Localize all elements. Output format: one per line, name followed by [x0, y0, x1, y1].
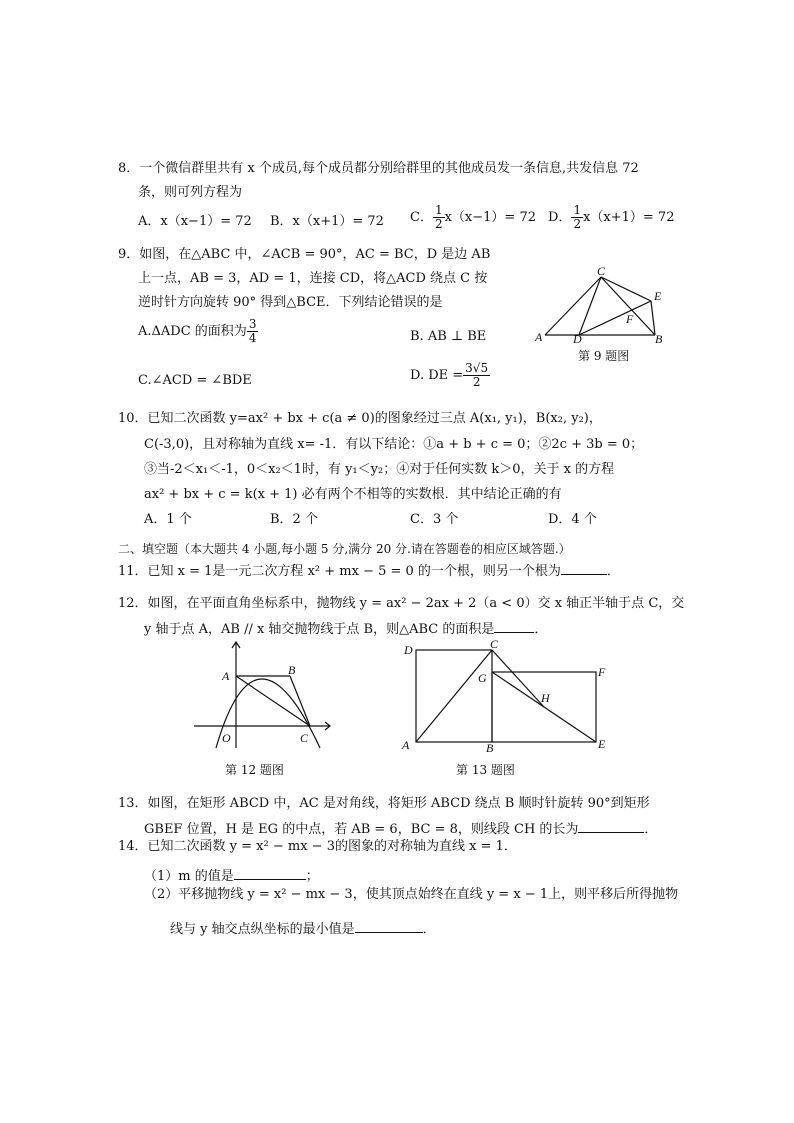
- q12-label-o: O: [222, 731, 231, 745]
- q13-label-f: F: [598, 665, 606, 679]
- q13-answer-blank[interactable]: [578, 819, 644, 833]
- q13-label-h: H: [541, 691, 550, 705]
- segment-ac: [545, 277, 601, 335]
- q14-part2-line2: [170, 919, 436, 939]
- q8-option-d-fraction: [571, 204, 583, 231]
- q12-figure-lines: [194, 642, 330, 748]
- q9-label-c: C: [597, 265, 606, 278]
- segment-eb: [651, 301, 655, 335]
- fraction-numerator: 3: [248, 317, 257, 331]
- q13-stem-line1: 13．如图，在矩形 ABCD 中，AC 是对角线，将矩形 ABCD 绕点 B 顺时针旋转 90°到矩形: [118, 796, 650, 811]
- segment-ch: [492, 650, 544, 707]
- q9-label-d: D: [573, 332, 582, 345]
- q8-option-c: [410, 204, 536, 231]
- segment-ac: [236, 676, 310, 726]
- q8-option-a: A．x（x−1）= 72: [138, 214, 252, 229]
- q9-option-a: [138, 318, 258, 345]
- diagonal-ac: [416, 650, 492, 742]
- q11-answer-blank[interactable]: [561, 561, 607, 575]
- q9-figure-caption: 第 9 题图: [578, 349, 630, 363]
- q14-part1-text: （1）m 的值是: [144, 869, 234, 884]
- q14-part1: [144, 866, 319, 886]
- fraction-denominator: 4: [248, 331, 257, 345]
- q14-part1-answer-blank[interactable]: [234, 866, 306, 880]
- q10-stem-line4: ax² + bx + c = k(x + 1) 必有两个不相等的实数根．其中结论正确的有: [144, 487, 562, 502]
- q8-option-d-label: D．: [548, 210, 572, 225]
- q12-figure-caption: 第 12 题图: [225, 763, 284, 777]
- q10-option-b: B．2 个: [270, 512, 318, 527]
- fraction-numerator: 1: [434, 203, 443, 217]
- q8-option-b: B．x（x+1）= 72: [270, 214, 384, 229]
- segment-cb: [601, 277, 655, 335]
- q9-label-b: B: [655, 332, 663, 345]
- section-heading-fill-in: 二、填空题（本大题共 4 小题,每小题 5 分,满分 20 分.请在答题卷的相应区域答题.）: [118, 542, 571, 556]
- q13-figure: [396, 638, 616, 756]
- q12-figure: [194, 640, 334, 755]
- q12-stem-line1: 12．如图，在平面直角坐标系中，抛物线 y = ax² − 2ax + 2（a < 0）交 x 轴正半轴于点 C，交: [118, 596, 685, 611]
- fraction-denominator: 2: [434, 217, 443, 231]
- fraction-numerator: 3√5: [465, 361, 489, 375]
- q13-label-c: C: [490, 638, 499, 651]
- q9-stem-line1: 9．如图，在△ABC 中，∠ACB = 90°，AC = BC，D 是边 AB: [118, 247, 491, 262]
- q11-text: 11．已知 x = 1是一元二次方程 x² + mx − 5 = 0 的一个根，则另一个根为: [118, 564, 561, 579]
- fraction-denominator: 2: [573, 217, 582, 231]
- q13-label-e: E: [598, 737, 606, 751]
- q12-end: ．: [534, 622, 548, 637]
- q14-part2-end: ．: [422, 922, 436, 937]
- q11-stem: [118, 561, 620, 581]
- q9-label-e: E: [654, 289, 662, 303]
- q11-end: ．: [606, 564, 620, 579]
- q8-option-d: [548, 204, 674, 231]
- q9-label-f: F: [626, 312, 634, 326]
- q13-end: ．: [644, 822, 658, 837]
- q9-stem-line3: 逆时针方向旋转 90° 得到△BCE．下列结论错误的是: [138, 295, 443, 310]
- q13-figure-caption: 第 13 题图: [456, 763, 515, 777]
- q9-option-d-fraction: [463, 362, 490, 389]
- fraction-numerator: 1: [573, 203, 582, 217]
- q12-stem-line2: [144, 619, 547, 639]
- q12-label-a: A: [222, 669, 230, 683]
- q9-figure: [535, 265, 670, 345]
- q8-option-c-expr: x（x−1）= 72: [444, 210, 536, 225]
- q9-option-d-label: D. DE =: [410, 368, 464, 383]
- q9-label-a: A: [535, 330, 543, 344]
- q9-stem-line2: 上一点，AB = 3，AD = 1，连接 CD，将△ACD 绕点 C 按: [138, 271, 488, 286]
- q12-answer-blank[interactable]: [494, 619, 534, 633]
- q9-option-b: B. AB ⊥ BE: [410, 329, 487, 344]
- q10-option-c: C．3 个: [410, 512, 459, 527]
- q14-part2-text: 线与 y 轴交点纵坐标的最小值是: [170, 922, 355, 937]
- q9-option-d: [410, 362, 490, 389]
- q10-stem-line1: 10．已知二次函数 y=ax² + bx + c(a ≠ 0)的图象经过三点 A(x₁, y₁)，B(x₂, y₂)，: [118, 411, 602, 426]
- q14-part2-line1: （2）平移抛物线 y = x² − mx − 3，使其顶点始终在直线 y = x − 1上，则平移后所得抛物: [144, 887, 679, 902]
- q14-part2-answer-blank[interactable]: [355, 919, 423, 933]
- q12-label-c: C: [300, 731, 309, 745]
- q8-option-d-expr: x（x+1）= 72: [583, 210, 675, 225]
- q13-label-g: G: [478, 671, 487, 685]
- segment-ce: [601, 277, 651, 301]
- q14-stem: 14．已知二次函数 y = x² − mx − 3的图象的对称轴为直线 x = 1．: [118, 839, 517, 854]
- fraction-denominator: 2: [472, 375, 481, 389]
- q12-text: y 轴于点 A，AB // x 轴交抛物线于点 B，则△ABC 的面积是: [144, 622, 495, 637]
- q9-figure-lines: [545, 277, 655, 335]
- q10-stem-line2: C(-3,0)，且对称轴为直线 x= -1．有以下结论：①a + b + c = 0；②2c + 3b = 0；: [144, 437, 644, 452]
- q13-label-d: D: [404, 643, 413, 657]
- q13-label-b: B: [486, 741, 494, 755]
- q13-figure-lines: [416, 650, 596, 742]
- q10-stem-line3: ③当-2＜x₁＜-1，0＜x₂＜1时，有 y₁＜y₂；④对于任何实数 k＞0，关于 x 的方程: [144, 462, 615, 477]
- q8-option-c-fraction: [433, 204, 445, 231]
- q9-option-a-fraction: [247, 318, 259, 345]
- q9-option-c: C.∠ACD = ∠BDE: [138, 373, 252, 388]
- q13-text: GBEF 位置，H 是 EG 的中点，若 AB = 6，BC = 8，则线段 CH 的长为: [144, 822, 579, 837]
- q13-label-a: A: [402, 738, 410, 752]
- q10-option-a: A．1 个: [144, 512, 192, 527]
- q8-stem-line2: 条，则可列方程为: [138, 185, 243, 200]
- q10-option-d: D．4 个: [548, 512, 597, 527]
- q8-stem-line1: 8．一个微信群里共有 x 个成员,每个成员都分别给群里的其他成员发一条信息,共发信息 72: [118, 161, 639, 176]
- q12-label-b: B: [288, 663, 296, 677]
- q8-option-c-label: C．: [410, 210, 433, 225]
- q14-part1-end: ；: [305, 869, 319, 884]
- q9-option-a-label: A.ΔADC 的面积为: [138, 324, 247, 339]
- q13-stem-line2: [144, 819, 657, 839]
